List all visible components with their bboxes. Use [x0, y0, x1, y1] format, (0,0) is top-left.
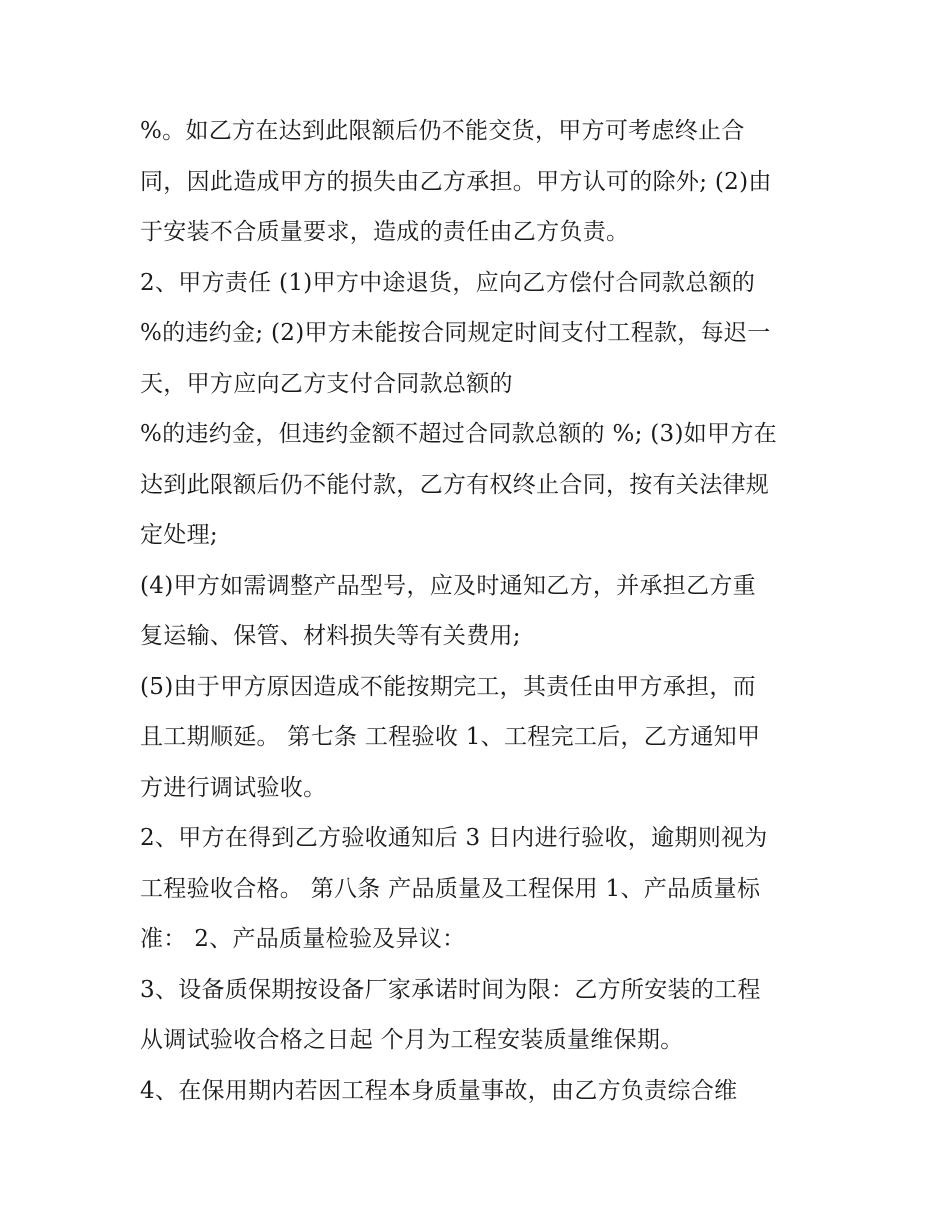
text-line: %的违约金，但违约金额不超过合同款总额的 %; (3)如甲方在 [140, 421, 777, 447]
text-line: 工程验收合格。 第八条 产品质量及工程保用 1、产品质量标 [140, 875, 761, 902]
text-line: 复运输、保管、材料损失等有关费用; [140, 623, 521, 649]
text-line: 从调试验收合格之日起 个月为工程安装质量维保期。 [140, 1027, 684, 1053]
contract-text-body [140, 106, 830, 1116]
text-line: 2、甲方责任 (1)甲方中途退货，应向乙方偿付合同款总额的 [140, 269, 756, 296]
text-line: 方进行调试验收。 [140, 774, 327, 801]
text-line: 准： 2、产品质量检验及异议： [140, 926, 466, 952]
text-line: 达到此限额后仍不能付款，乙方有权终止合同，按有关法律规 [140, 471, 770, 498]
text-line: 同，因此造成甲方的损失由乙方承担。甲方认可的除外; (2)由 [140, 168, 772, 195]
text-line: %的违约金; (2)甲方未能按合同规定时间支付工程款，每迟一 [140, 320, 771, 346]
text-line: 3、设备质保期按设备厂家承诺时间为限：乙方所安装的工程 [140, 976, 761, 1003]
text-line: (4)甲方如需调整产品型号，应及时通知乙方，并承担乙方重 [140, 572, 756, 599]
text-line: 于安装不合质量要求，造成的责任由乙方负责。 [140, 219, 630, 245]
text-line: 且工期顺延。 第七条 工程验收 1、工程完工后，乙方通知甲 [140, 724, 761, 750]
text-line: %。如乙方在达到此限额后仍不能交货，甲方可考虑终止合 [140, 118, 745, 144]
text-line: 4、在保用期内若因工程本身质量事故，由乙方负责综合维 [140, 1077, 738, 1104]
text-line: 定处理; [140, 522, 218, 548]
text-line: 2、甲方在得到乙方验收通知后 3 日内进行验收，逾期则视为 [140, 825, 768, 851]
text-line: 天，甲方应向乙方支付合同款总额的 [140, 370, 513, 397]
text-line: (5)由于甲方原因造成不能按期完工，其责任由甲方承担，而 [140, 673, 756, 700]
